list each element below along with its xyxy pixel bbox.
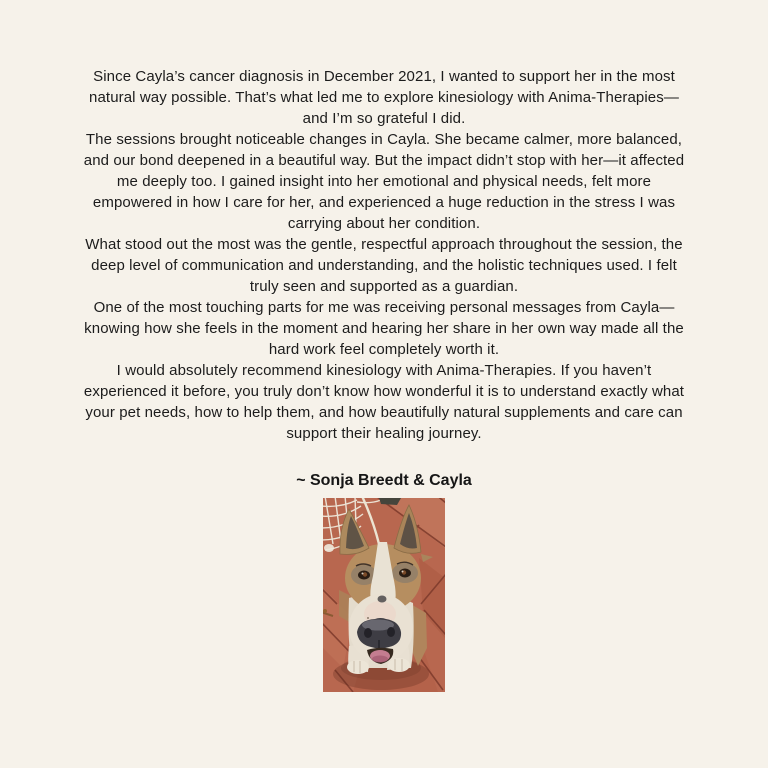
dog-nose	[357, 618, 401, 649]
testimonial-text	[80, 66, 688, 444]
dog-photo	[80, 498, 688, 692]
testimonial-paragraph: What stood out the most was the gentle, respectful approach throughout the session, the deep level of communication and understanding, and the holistic techniques used. I felt truly seen and supported as a guardian.	[85, 236, 683, 295]
testimonial-paragraph: One of the most touching parts for me was receiving personal messages from Cayla—knowing how she feels in the moment and hearing her share in her own way made all the hard work feel completely worth it.	[84, 299, 684, 358]
dog-photo-illustration	[323, 498, 445, 692]
testimonial-paragraph: I would absolutely recommend kinesiology with Anima-Therapies. If you haven’t experienced it before, you truly don’t know how wonderful it is to understand exactly what your pet needs, how to help them, and how beautifully natural supplements and care can support their healing journey.	[83, 362, 685, 442]
muzzle-spot	[378, 596, 387, 603]
testimonial-page	[80, 0, 688, 692]
signature: ~ Sonja Breedt & Cayla	[296, 472, 472, 489]
testimonial-paragraph: The sessions brought noticeable changes in Cayla. She became calmer, more balanced, and our bond deepened in a beautiful way. But the impact didn’t stop with her—it affected me deeply too. I gained insight into her emotional and physical needs, felt more empowered in how I care for her, and experienced a huge reduction in the stress I was carrying about her condition.	[83, 131, 685, 232]
testimonial-paragraph: Since Cayla’s cancer diagnosis in December 2021, I wanted to support her in the most natural way possible. That’s what led me to explore kinesiology with Anima-Therapies—and I’m so grateful I did.	[89, 68, 679, 127]
